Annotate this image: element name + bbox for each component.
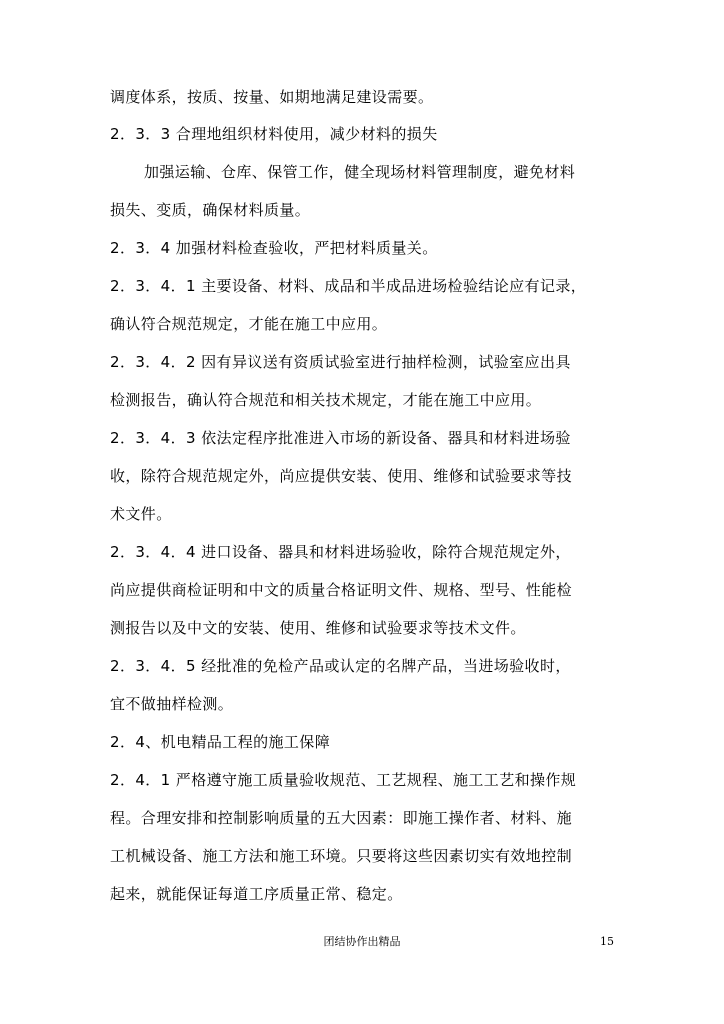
page-number: 15 xyxy=(600,935,614,948)
section-heading: 2．3．4 加强材料检查验收，严把材料质量关。 xyxy=(110,239,438,257)
section-heading: 2．3．3 合理地组织材料使用，减少材料的损失 xyxy=(110,125,438,143)
body-text-line: 程。合理安排和控制影响质量的五大因素：即施工操作者、材料、施 xyxy=(110,809,573,827)
body-text-line: 2．3．4．3 依法定程序批准进入市场的新设备、器具和材料进场验 xyxy=(110,429,571,447)
footer-slogan: 团结协作出精品 xyxy=(323,935,401,948)
body-text-line: 起来，就能保证每道工序质量正常、稳定。 xyxy=(110,885,403,903)
body-text-line: 检测报告，确认符合规范和相关技术规定，才能在施工中应用。 xyxy=(110,391,542,409)
body-text-line: 2．3．4．5 经批准的免检产品或认定的名牌产品，当进场验收时， xyxy=(110,657,571,675)
section-heading: 2．4、机电精品工程的施工保障 xyxy=(110,733,331,751)
body-text-line: 2．3．4．1 主要设备、材料、成品和半成品进场检验结论应有记录， xyxy=(110,277,587,295)
body-text-line: 2．3．4．4 进口设备、器具和材料进场验收，除符合规范规定外， xyxy=(110,543,571,561)
body-text-line: 确认符合规范规定，才能在施工中应用。 xyxy=(110,315,388,333)
body-text-line: 加强运输、仓库、保管工作，健全现场材料管理制度，避免材料 xyxy=(144,163,576,181)
body-text-line: 损失、变质，确保材料质量。 xyxy=(110,201,311,219)
body-text-line: 收，除符合规范规定外，尚应提供安装、使用、维修和试验要求等技 xyxy=(110,467,573,485)
body-text-line: 2．3．4．2 因有异议送有资质试验室进行抽样检测，试验室应出具 xyxy=(110,353,571,371)
body-text-line: 调度体系，按质、按量、如期地满足建设需要。 xyxy=(110,88,434,106)
body-text-line: 术文件。 xyxy=(110,505,172,523)
body-text-line: 测报告以及中文的安装、使用、维修和试验要求等技术文件。 xyxy=(110,619,526,637)
body-text-line: 2．4．1 严格遵守施工质量验收规范、工艺规程、施工工艺和操作规 xyxy=(110,771,577,789)
body-text-line: 尚应提供商检证明和中文的质量合格证明文件、规格、型号、性能检 xyxy=(110,581,573,599)
body-text-line: 宜不做抽样检测。 xyxy=(110,695,234,713)
body-text-line: 工机械设备、施工方法和施工环境。只要将这些因素切实有效地控制 xyxy=(110,847,573,865)
